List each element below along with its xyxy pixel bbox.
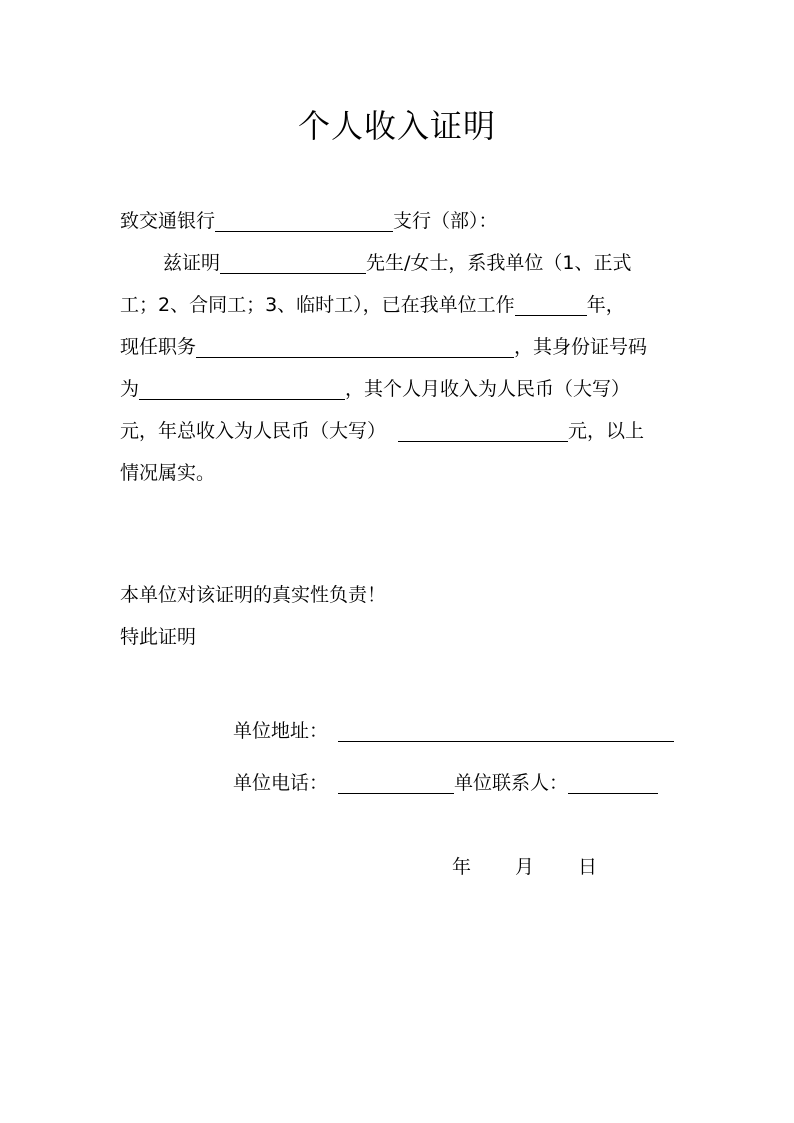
- contact-blank[interactable]: [568, 771, 658, 794]
- body-line-4: [120, 374, 630, 404]
- name-blank[interactable]: [220, 251, 366, 274]
- address-row: [233, 716, 674, 746]
- years-blank[interactable]: [515, 293, 587, 316]
- hereby-statement: [120, 622, 196, 652]
- contact-label: 单位联系人：: [454, 772, 569, 794]
- date-row: [452, 852, 602, 882]
- date-month: 月: [515, 856, 535, 878]
- body-line-5: [120, 416, 644, 446]
- body-line-1: [163, 248, 632, 278]
- body-line-3: [120, 332, 647, 362]
- position-label: 现任职务: [120, 336, 197, 358]
- date-year: 年: [452, 856, 472, 878]
- phone-label: 单位电话：: [233, 772, 329, 794]
- annual-income-blank[interactable]: [398, 419, 568, 442]
- document-title: 个人收入证明: [297, 107, 496, 145]
- addressee-line: [120, 206, 498, 236]
- branch-blank[interactable]: [215, 209, 393, 232]
- responsibility-statement: [120, 580, 386, 610]
- body-line-2: [120, 290, 625, 320]
- addressee-prefix: 致交通银行: [120, 210, 216, 232]
- title-employment-text: 先生/女士，系我单位（1、正式: [366, 252, 632, 274]
- addressee-suffix: 支行（部）：: [393, 210, 498, 232]
- employment-type-text: 工；2、合同工；3、临时工），已在我单位工作: [120, 294, 515, 316]
- id-prefix: 为: [120, 378, 140, 400]
- responsibility-text: 本单位对该证明的真实性负责！: [120, 584, 387, 606]
- body-line-6: [120, 458, 215, 488]
- hereby-text: 特此证明: [120, 626, 197, 648]
- date-day: 日: [578, 856, 598, 878]
- truth-statement: 情况属实。: [120, 462, 216, 484]
- annual-income-suffix: 元，以上: [568, 420, 645, 442]
- years-suffix: 年，: [586, 294, 625, 316]
- certify-prefix: 兹证明: [163, 252, 221, 274]
- monthly-income-text: ，其个人月收入为人民币（大写）: [345, 378, 631, 400]
- annual-income-text: 元，年总收入为人民币（大写）: [120, 420, 387, 442]
- address-blank[interactable]: [338, 719, 674, 742]
- phone-row: [233, 768, 658, 798]
- id-number-blank[interactable]: [139, 377, 345, 400]
- position-blank[interactable]: [196, 335, 514, 358]
- id-number-label: ，其身份证号码: [514, 336, 648, 358]
- address-label: 单位地址：: [233, 720, 329, 742]
- phone-blank[interactable]: [338, 771, 454, 794]
